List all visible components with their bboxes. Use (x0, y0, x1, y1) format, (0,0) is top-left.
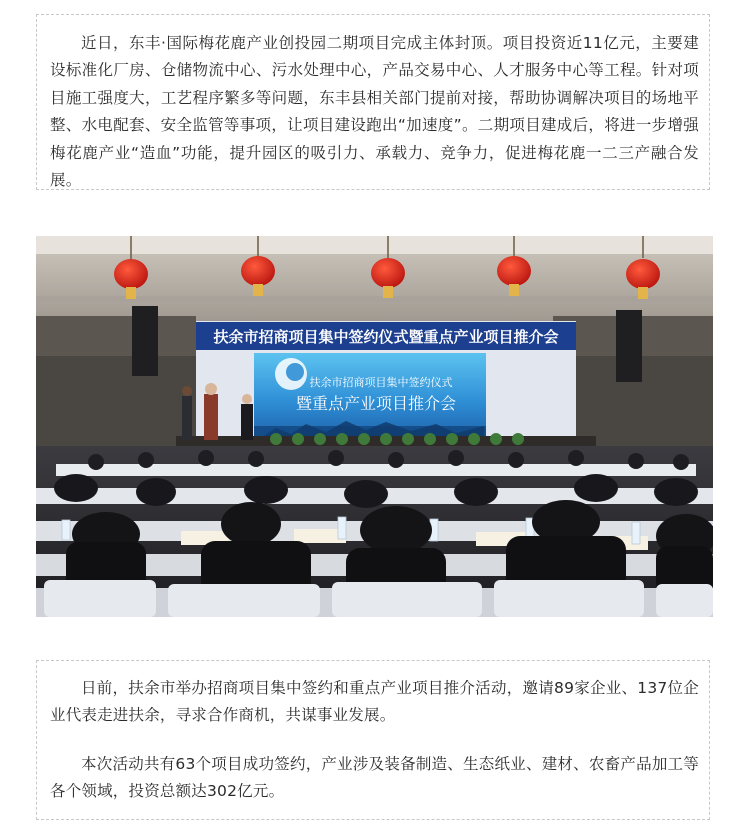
banner-text: 扶余市招商项目集中签约仪式暨重点产业项目推介会 (213, 328, 559, 346)
event-photo (36, 236, 713, 617)
screen-title-line-2: 暨重点产业项目推介会 (295, 394, 457, 413)
speaker-left (132, 306, 158, 376)
speaker-right (616, 310, 642, 382)
article-paragraph: 本次活动共有63个项目成功签约，产业涉及装备制造、生态纸业、建材、农畜产品加工等各个领域，投资总额达302亿元。 (50, 754, 699, 801)
conference-scene (36, 236, 713, 617)
article-paragraph: 日前，扶余市举办招商项目集中签约和重点产业项目推介活动，邀请89家企业、137位企业代表走进扶余，寻求合作商机，共谋事业发展。 (50, 679, 699, 725)
article-block-bottom (36, 660, 710, 820)
article-paragraph: 近日，东丰·国际梅花鹿产业创投园二期项目完成主体封顶。项目投资近11亿元，主要建设标准化厂房、仓储物流中心、污水处理中心，产品交易中心、人才服务中心等工程。针对项目施工强度大，工艺程序繁多等问题，东丰县相关部门提前对接，帮助协调解决项目的场地平整、水电配套、安全监管等事项，让项目建设跑出“加速度”。二期项目建成后，将进一步增强梅花鹿产业“造血”功能，提升园区的吸引力、承载力、竞争力，促进梅花鹿一二三产融合发展。 (50, 34, 699, 190)
article-block-top (36, 14, 710, 190)
screen-title-line-1: 扶余市招商项目集中签约仪式 (309, 376, 453, 389)
